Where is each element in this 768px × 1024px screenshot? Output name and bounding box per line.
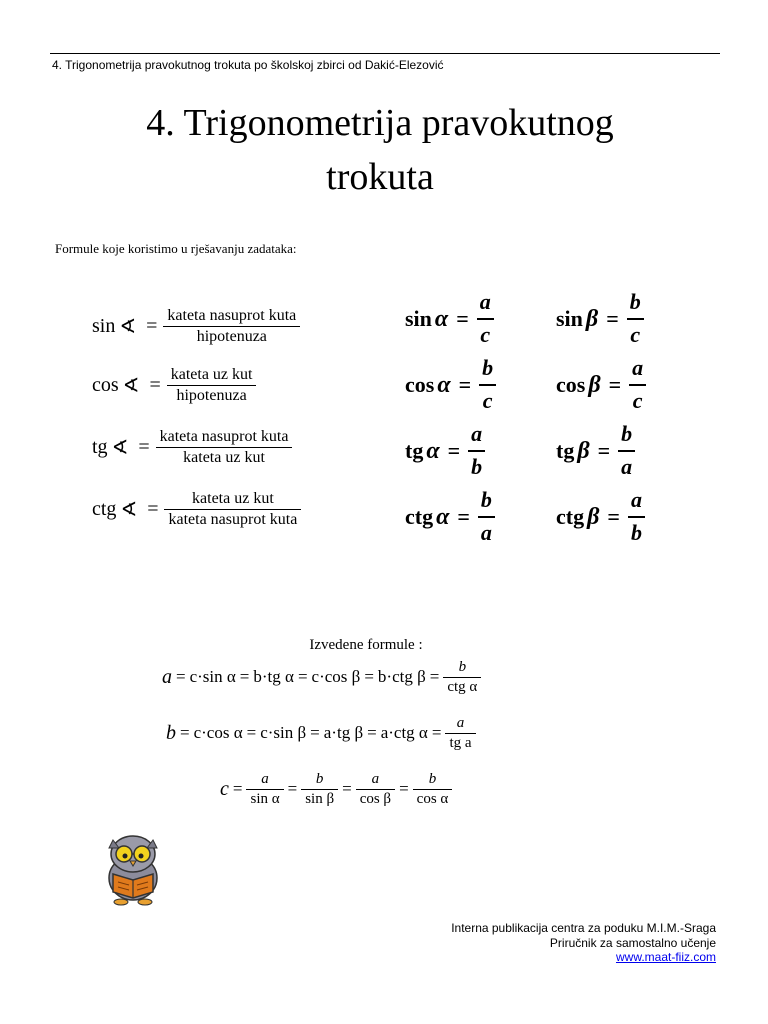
fraction (618, 419, 635, 483)
word-fraction (164, 489, 301, 530)
alpha-formula-tg (405, 418, 496, 484)
equals-sign: = (149, 373, 161, 396)
fraction-numerator: b (428, 770, 437, 787)
lhs-variable: c (220, 777, 229, 800)
formula-fn: cos (92, 373, 119, 396)
footer-subtitle: Priručnik za samostalno učenje (549, 936, 716, 950)
alpha-formula-sin (405, 286, 496, 352)
equals-sign: = (342, 779, 352, 798)
equals-sign: = (232, 779, 243, 798)
fraction (445, 714, 475, 753)
beta-formulas (556, 286, 646, 550)
fraction-numerator: kateta nasuprot kuta (159, 427, 289, 445)
equals-sign: = (457, 504, 470, 529)
page-title-line-2: trokuta (326, 156, 434, 198)
word-formula-ctg (92, 478, 301, 540)
fraction-denominator: hipotenuza (176, 386, 247, 404)
fraction (246, 770, 283, 809)
fraction-denominator: cos α (416, 790, 449, 807)
fraction-denominator: b (630, 520, 642, 545)
formula-fn: tg (405, 438, 424, 463)
formula-fn: tg (92, 435, 108, 458)
angle-symbol: ∢ (111, 436, 129, 459)
fraction-denominator: sin α (250, 790, 280, 807)
lhs-variable: b (166, 721, 176, 744)
formula-fn: ctg (92, 497, 117, 520)
alpha-symbol: α (426, 437, 440, 464)
fraction-numerator: a (371, 770, 380, 787)
equals-sign: = (287, 779, 298, 798)
equals-sign: = (147, 497, 159, 520)
fraction-denominator: hipotenuza (196, 327, 267, 345)
owl-reading-book-icon (97, 826, 177, 906)
equals-sign: = (138, 435, 150, 458)
equals-sign: = (180, 723, 190, 742)
fraction-numerator: b (482, 355, 494, 381)
fraction (356, 770, 395, 809)
word-fraction (163, 306, 300, 347)
fraction-numerator: b (621, 421, 633, 447)
equals-sign: = (606, 306, 619, 331)
fraction (628, 485, 645, 549)
beta-formula-ctg (556, 484, 646, 550)
term: a·tg β (323, 723, 364, 742)
running-header: 4. Trigonometrija pravokutnog trokuta po školskoj zbirci od Dakić-Elezović (52, 58, 444, 72)
equals-sign: = (146, 314, 158, 337)
fraction-denominator: c (482, 388, 493, 413)
word-fraction (156, 427, 293, 468)
equals-sign: = (297, 667, 308, 686)
intro-text: Formule koje koristimo u rješavanju zadataka: (55, 241, 297, 256)
word-formula-tg (92, 416, 301, 478)
equals-sign: = (176, 667, 186, 686)
fraction-denominator: cos β (359, 790, 392, 807)
fraction-numerator: b (458, 658, 467, 675)
fraction-denominator: tg a (449, 734, 472, 751)
fraction-numerator: a (630, 487, 642, 513)
formula-fn: cos (405, 372, 435, 397)
fraction-denominator: a (621, 454, 633, 479)
fraction-numerator: a (632, 355, 644, 381)
fraction-numerator: b (629, 289, 641, 315)
formula-fn: cos (556, 372, 586, 397)
term: c·sin β (260, 723, 307, 742)
equals-sign: = (458, 372, 472, 397)
word-formula-cos (92, 354, 301, 416)
fraction-denominator: ctg α (447, 678, 478, 695)
fraction (479, 353, 496, 417)
fraction-denominator: c (480, 322, 491, 347)
alpha-formulas (405, 286, 496, 550)
term: b·tg α (253, 667, 294, 686)
word-fraction (167, 365, 257, 406)
equals-sign: = (367, 723, 377, 742)
fraction (627, 287, 644, 351)
fraction-numerator: b (480, 487, 492, 513)
formula-fn: tg (556, 438, 575, 463)
derived-formula-c (220, 766, 452, 812)
fraction (301, 770, 338, 809)
fraction (477, 287, 494, 351)
header-rule (50, 53, 720, 54)
equals-sign: = (399, 779, 409, 798)
equals-sign: = (364, 667, 374, 686)
formula-fn: ctg (405, 504, 434, 529)
equals-sign: = (456, 306, 469, 331)
beta-symbol: β (577, 437, 590, 464)
formula-fn: ctg (556, 504, 585, 529)
fraction (443, 658, 481, 697)
fraction-numerator: kateta nasuprot kuta (167, 306, 297, 324)
fraction-denominator: c (630, 322, 641, 347)
term: c·sin α (189, 667, 236, 686)
beta-formula-sin (556, 286, 646, 352)
fraction-denominator: c (632, 388, 643, 413)
alpha-symbol: α (436, 503, 450, 530)
alpha-symbol: α (434, 305, 449, 332)
equals-sign: = (431, 723, 442, 742)
formula-fn: sin (405, 306, 432, 331)
word-formulas (92, 298, 301, 540)
fraction-denominator: kateta uz kut (183, 448, 265, 466)
fraction-denominator: b (471, 454, 483, 479)
term: c·cos α (193, 723, 243, 742)
equals-sign: = (447, 438, 461, 463)
fraction-numerator: kateta uz kut (192, 489, 274, 507)
derived-formula-b (166, 710, 476, 756)
fraction (629, 353, 646, 417)
term: b·ctg β (377, 667, 426, 686)
fraction (413, 770, 453, 809)
fraction (478, 485, 495, 549)
angle-symbol: ∢ (120, 498, 138, 521)
fraction-numerator: b (315, 770, 324, 787)
equals-sign: = (429, 667, 440, 686)
beta-formula-cos (556, 352, 646, 418)
derived-heading: Izvedene formule : (309, 637, 423, 653)
fraction-denominator: sin β (305, 790, 335, 807)
term: c·cos β (311, 667, 361, 686)
equals-sign: = (607, 504, 620, 529)
beta-formula-tg (556, 418, 646, 484)
equals-sign: = (310, 723, 320, 742)
fraction-numerator: a (471, 421, 483, 447)
page-title-line-1: 4. Trigonometrija pravokutnog (146, 102, 614, 144)
fraction-denominator: kateta nasuprot kuta (168, 510, 298, 528)
term: a·ctg α (380, 723, 428, 742)
beta-symbol: β (588, 371, 601, 398)
fraction-numerator: a (479, 289, 491, 315)
footer-website-link[interactable]: www.maat-fiiz.com (615, 950, 716, 964)
equals-sign: = (608, 372, 622, 397)
formula-fn: sin (556, 306, 583, 331)
fraction-denominator: a (480, 520, 492, 545)
alpha-symbol: α (437, 371, 451, 398)
fraction-numerator: a (261, 770, 269, 787)
beta-symbol: β (585, 305, 599, 332)
equals-sign: = (246, 723, 257, 742)
formula-fn: sin (92, 314, 116, 337)
alpha-formula-cos (405, 352, 496, 418)
angle-symbol: ∢ (122, 374, 140, 397)
footer-publisher: Interna publikacija centra za poduku M.I.M.-Sraga (451, 921, 716, 935)
angle-symbol: ∢ (119, 315, 137, 338)
equals-sign: = (239, 667, 250, 686)
alpha-formula-ctg (405, 484, 496, 550)
lhs-variable: a (162, 665, 172, 688)
word-formula-sin (92, 298, 301, 354)
derived-formula-a (162, 654, 481, 700)
fraction-numerator: a (456, 714, 465, 731)
fraction (468, 419, 485, 483)
equals-sign: = (597, 438, 611, 463)
beta-symbol: β (587, 503, 600, 530)
fraction-numerator: kateta uz kut (170, 365, 253, 383)
